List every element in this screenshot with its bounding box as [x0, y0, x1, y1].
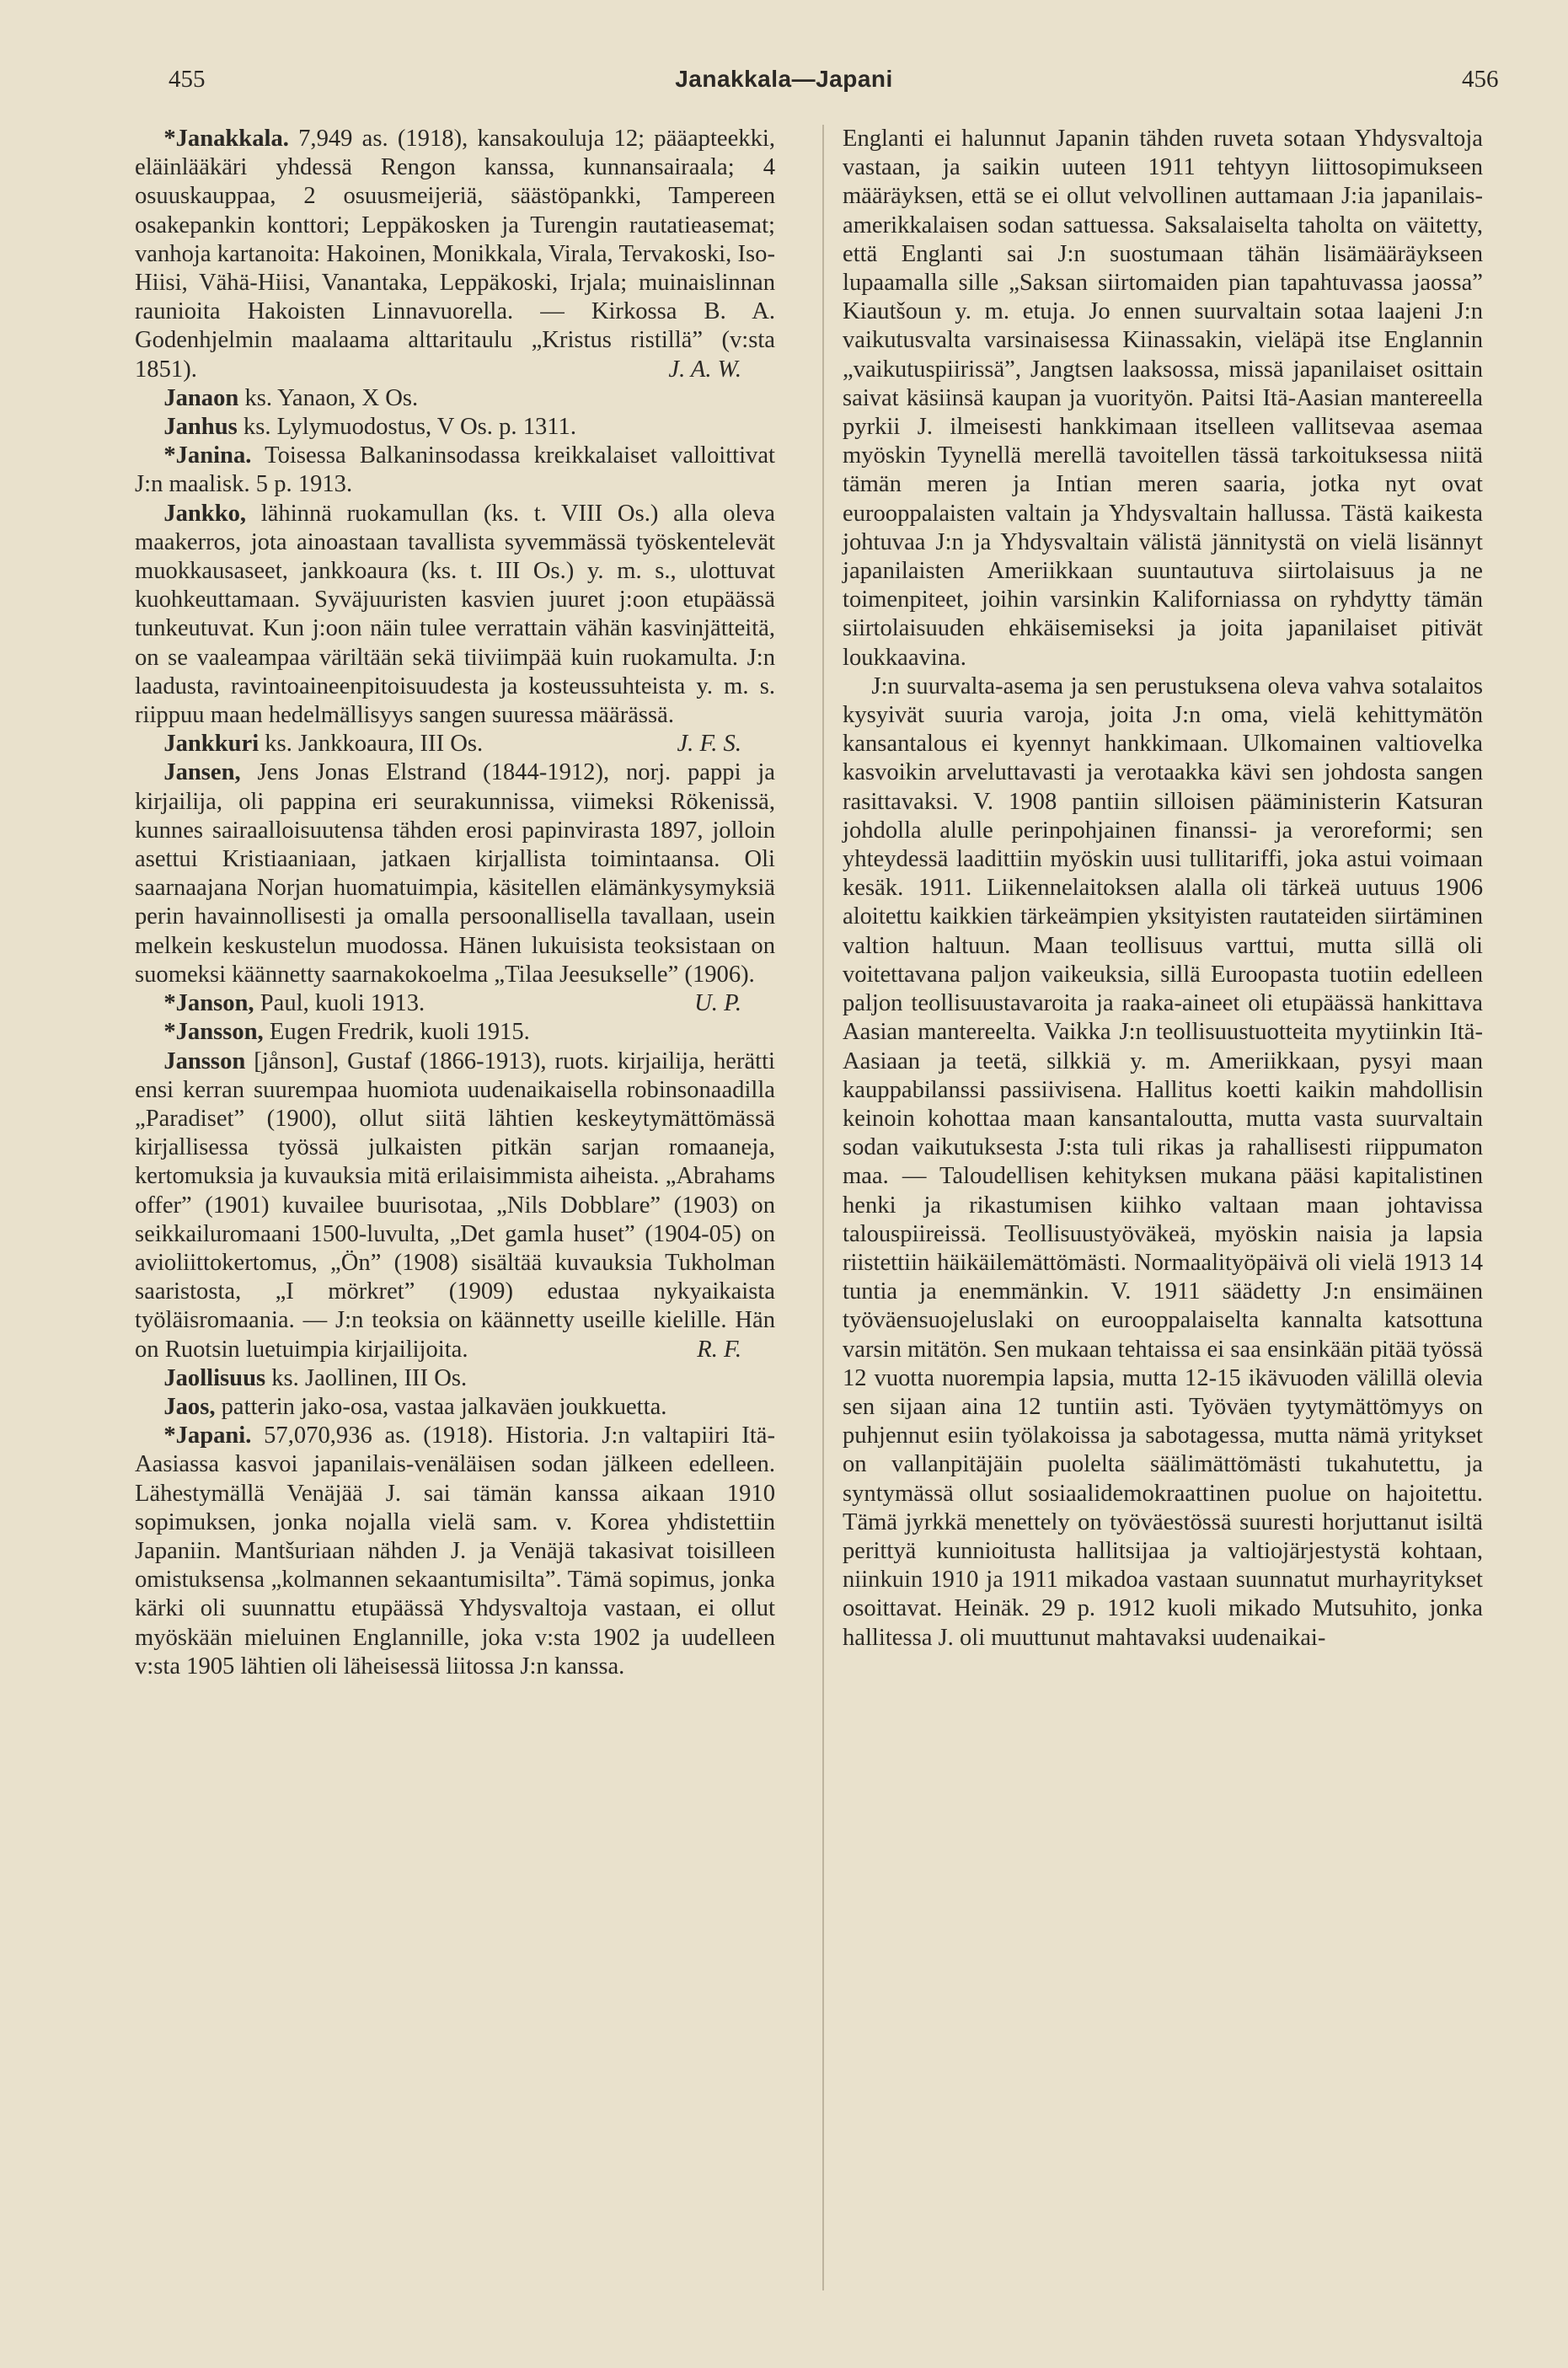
headword: Jaos, — [163, 1393, 216, 1420]
headword: Jankkuri — [163, 731, 260, 758]
headword: Janhus — [163, 414, 238, 441]
entry-text: 7,949 as. (1918), kansakouluja 12; pääapteekki, eläinlääkäri yhdessä Rengon kanssa, kunnansairaala; 4 osuuskauppaa, 2 osuusmeijeriä, säästöpankki, Tampereen osakepankin konttori; Leppäkosken ja Turengin rautatieasemat; vanhoja kartanoita: Hakoinen, Monikkala, Virala, Tervakoski, Iso-Hiisi, Vähä-Hiisi, Vanantaka, Leppäkoski, Irjala; muinaislinnan raunioita Hakoisten Linnavuorella. — Kirkossa B. A. Godenhjelmin maalaama alttaritaulu „Kristus ristillä” (v:sta 1851). — [135, 126, 775, 383]
paragraph: J:n suurvalta-asema ja sen perustuksena oleva vahva sotalaitos kysyivät suuria varoja, joita J:n oma, vielä kehittymätön kansantalous ei kyennyt hankkimaan. Ulkomainen valtiovelka kasvoikin arveluttavasti ja verotaakka kävi sen johdosta sangen rasittavaksi. V. 1908 pantiin silloisen pääministerin Katsuran johdolla alulle perinpohjainen finanssi- ja veroreformi; sen yhteydessä laadittiin myöskin uusi tullitariffi, joka astui voimaan kesäk. 1911. Liikennelaitoksen alalla oli tärkeä uutuus 1906 aloitettu kaikkien tärkeämpien yksityisten rautateiden siirtäminen valtion haltuun. Maan teollisuus varttui, mutta sillä oli voitettavana paljon vaikeuksia, sillä Euroopasta tuotiin edelleen paljon teollisuustavaroita ja raaka-aineet oli etupäässä hankittava Aasian mantereelta. Vaikka J:n teollisuustuotteita myytiinkin Itä-Aasiaan ja teetä, silkkiä y. m. Ameriikkaan, pysyi maan kauppabilanssi passiivisena. Hallitus koetti kaikin mahdollisin keinoin kohottaa maan kansantaloutta, mutta vasta suurvaltain sodan vaikutuksesta J:sta tuli rikas ja rahallisesti riippumaton maa. — Taloudellisen kehityksen mukana pääsi kapitalistinen henki ja rikastumisen kiihko valtaan maan johtavissa talouspiireissä. Teollisuustyöväkeä, myöskin naisia ja lapsia riistettiin häikäilemättömästi. Normaalityöpäivä oli vielä 1913 14 tuntia ja enemmänkin. V. 1911 säädetty J:n ensimäinen työväensuojeluslaki on eurooppalaiselta kannalta katsottuna varsin mitätön. Sen mukaan tehtaissa ei saa ensinkään pitää työssä 12 vuotta nuorempia lapsia, mutta 12-15 ikävuoden välillä olevia sen sijaan aina 12 tuntiin asti. Työväen tyytymättömyys on puhjennut esiin työlakoissa ja sabotagessa, mutta nämä yritykset on vallanpitäjäin puolelta säälimättömästi tukahutettu, ja syntymässä ollut sosiaalidemokraattinen puolue on hajoitettu. Tämä jyrkkä menettely on työväestössä suuresti horjuttanut isiltä perittyä kunnioitusta hallitsijaa ja valtiojärjestystä kohtaan, niinkuin 1910 ja 1911 mikadoa vastaan suunnatut murhayritykset osoittavat. Heinäk. 29 p. 1912 kuoli mikado Mutsuhito, jonka hallitessa J. oli muuttunut mahtavaksi uudenaikai- — [843, 672, 1483, 1651]
headword: *Janson, — [163, 990, 254, 1017]
entry-janina — [135, 442, 775, 499]
entry-jansson-gustaf — [135, 1047, 775, 1364]
paragraph: Englanti ei halunnut Japanin tähden ruveta sotaan Yhdysvaltoja vastaan, ja saikin uuteen 1911 tehtyyn liittosopimukseen määräyksen, että se ei ollut velvollinen auttamaan J:ia japanilais-amerikkalaisen sodan sattuessa. Saksalaiselta taholta on väitetty, että Englanti sai J:n suostumaan tähän lisämääräykseen lupaamalla sille „Saksan siirtomaiden pian tapahtuvassa jaossa” Kiautšoun y. m. etuja. Jo ennen suurvaltain sotaa laajeni J:n vaikutusvalta varsinaisessa Kiinassakin, vieläpä itse Englannin „vaikutuspiirissä”, Jangtsen laaksossa, missä japanilaiset osittain saivat käsiinsä kaupan ja vuorityön. Paitsi Itä-Aasian mantereella pyrkii J. ilmeisesti hankkimaan itselleen vallitsevaa asemaa myöskin Tyynellä merellä tavoitellen tässä tarkoituksessa niitä tämän meren ja Intian meren saaria, jotka nyt ovat eurooppalaisten valtain ja Yhdysvaltain hallussa. Tästä kaikesta johtuvaa J:n ja Yhdysvaltain välistä jännitystä on vielä lisännyt japanilaisten Ameriikkaan suuntautuva siirtolaisuus ja ne toimenpiteet, joihin varsinkin Kaliforniassa on ryhdytty tämän siirtolaisuuden ehkäisemiseksi ja joita japanilaiset pitivät loukkaavina. — [843, 126, 1483, 671]
entry-text: Eugen Fredrik, kuoli 1915. — [263, 1019, 530, 1046]
entry-text: [jånson], Gustaf (1866-1913), ruots. kirjailija, herätti ensi kerran suurempaa huomiota uudenaikaisella robinsonaadilla „Paradiset” (1900), ollut siitä lähtien keskeytymättömässä kirjallisessa työssä julkaisten pitkän sarjan romaaneja, kertomuksia ja kuvauksia mitä erilaisimmista aiheista. „Abrahams offer” (1901) kuvailee buurisotaa, „Nils Dobblare” (1903) on seikkailuromaani 1500-luvulta, „Det gamla huset” (1904-05) on avioliittokertomus, „Ön” (1908) sisältää kuvauksia Tukholman saaristosta, „I mörkret” (1909) edustaa nykyaikaista työläisromaania. — J:n teoksia on käännetty useille kielille. Hän on Ruotsin luetuimpia kirjailijoita. — [135, 1047, 775, 1363]
author-signature: U. P. — [694, 990, 741, 1017]
headword: Janaon — [163, 384, 239, 411]
headword: *Janina. — [163, 442, 252, 469]
entry-text: ks. Jankkoaura, III Os. — [259, 731, 484, 758]
headword: *Janakkala. — [163, 126, 289, 152]
column-divider — [822, 125, 824, 2290]
left-column — [135, 125, 775, 1681]
headword: Jansen, — [163, 759, 241, 786]
author-signature: R. F. — [697, 1336, 741, 1363]
author-signature: J. A. W. — [668, 356, 741, 383]
page-number-right: 456 — [1462, 66, 1499, 93]
headword: *Jansson, — [163, 1019, 264, 1046]
entry-japani — [135, 1422, 775, 1681]
entry-text: Toisessa Balkaninsodassa kreikkalaiset valloittivat J:n maalisk. 5 p. 1913. — [135, 442, 775, 498]
entry-text: lähinnä ruokamullan (ks. t. VIII Os.) alla oleva maakerros, jota ainoastaan tavallista syvemmässä työskentelevät muokkausaseet, jankkoaura (ks. t. III Os.) y. m. s., ulottuvat kuohkeuttamaan. Syväjuuristen kasvien juuret j:oon etupäässä tunkeutuvat. Kun j:oon näin tulee verrattain vähän kasvinjätteitä, on se vaaleampaa väriltään sekä tiiviimpää kuin ruokamulta. J:n laadusta, ravintoaineenpitoisuudesta ja kosteussuhteista y. m. s. riippuu maan hedelmällisyys sangen suuressa määrässä. — [135, 500, 775, 729]
headword: Jaollisuus — [163, 1364, 266, 1391]
author-signature: J. F. S. — [677, 731, 741, 758]
entry-jansson-eugen — [135, 1018, 775, 1047]
entry-janakkala — [135, 125, 775, 384]
headword: Jankko, — [163, 500, 247, 527]
right-column — [843, 125, 1483, 1653]
entry-jaos — [135, 1393, 775, 1422]
entry-text: patterin jako-osa, vastaa jalkaväen joukkuetta. — [215, 1393, 667, 1420]
headword: Jansson — [163, 1047, 246, 1074]
entry-text: ks. Lylymuodostus, V Os. p. 1311. — [237, 414, 576, 441]
entry-jaollisuus — [135, 1364, 775, 1393]
entry-janhus — [135, 413, 775, 442]
entry-janaon — [135, 384, 775, 413]
entry-text: 57,070,936 as. (1918). Historia. J:n valtapiiri Itä-Aasiassa kasvoi japanilais-venäläisen sodan jälkeen edelleen. Lähestymällä Venäjää J. sai tämän kanssa aikaan 1910 sopimuksen, jonka nojalla vielä sam. v. Korea yhdistettiin Japaniin. Mantšuriaan nähden J. ja Venäjä takasivat toisilleen omistuksensa „kolmannen sekaantumisilta”. Tämä sopimus, jonka kärki oli suunnattu etupäässä Yhdysvaltoja vastaan, ei ollut myöskään mieluinen Englannille, joka v:sta 1902 ja uudelleen v:sta 1905 lähtien oli läheisessä liitossa J:n kanssa. — [135, 1422, 775, 1680]
entry-text: Jens Jonas Elstrand (1844-1912), norj. pappi ja kirjailija, oli pappina eri seurakunnissa, viimeksi Rökenissä, kunnes sairaalloisuutensa tähden erosi papinvirasta 1897, jolloin asettui Kristiaaniaan, jatkaen kirjallista toimintaansa. Oli saarnaajana Norjan huomatuimpia, käsitellen elämänkysymyksiä perin havainnollisesti ja omalla persoonallisella tavallaan, usein melkein keskustelun muodossa. Hänen lukuisista teoksistaan on suomeksi käännetty saarnakokoelma „Tilaa Jeesukselle” (1906). — [135, 759, 775, 988]
headword: *Japani. — [163, 1422, 252, 1449]
entry-text: ks. Jaollinen, III Os. — [265, 1364, 468, 1391]
page-number-left: 455 — [169, 66, 206, 93]
running-title: Janakkala—Japani — [675, 66, 893, 92]
entry-text: Paul, kuoli 1913. — [254, 990, 425, 1017]
entry-text: ks. Yanaon, X Os. — [238, 384, 419, 411]
